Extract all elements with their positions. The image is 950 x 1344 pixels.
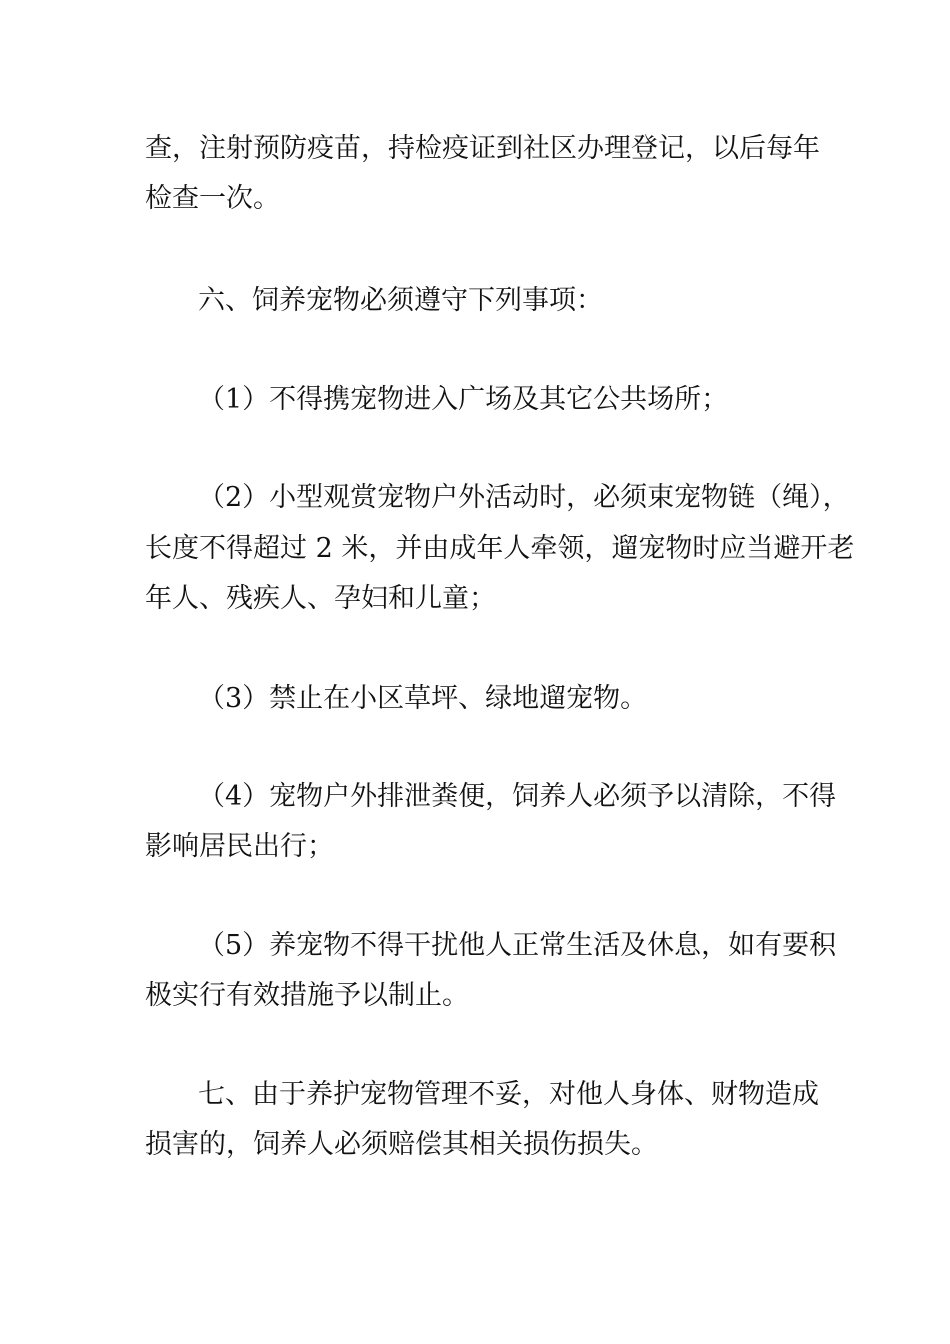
list-item: （1）不得携宠物进入广场及其它公共场所； (198, 384, 729, 415)
text-line: 极实行有效措施予以制止。 (145, 980, 469, 1011)
text-line: 检查一次。 (145, 183, 280, 214)
text-line: 年人、残疾人、孕妇和儿童； (145, 583, 496, 614)
list-item: （4）宠物户外排泄粪便，饲养人必须予以清除，不得 (198, 781, 837, 812)
section-heading: 六、饲养宠物必须遵守下列事项： (198, 285, 603, 316)
text-line: 损害的，饲养人必须赔偿其相关损伤损失。 (145, 1129, 658, 1160)
list-item: （2）小型观赏宠物户外活动时，必须束宠物链（绳）， (198, 482, 850, 513)
text-line: 长度不得超过 2 米，并由成年人牵领，遛宠物时应当避开老 (145, 533, 855, 564)
list-item: （3）禁止在小区草坪、绿地遛宠物。 (198, 683, 648, 714)
text-line: 查，注射预防疫苗，持检疫证到社区办理登记，以后每年 (145, 133, 820, 164)
text-line: 影响居民出行； (145, 831, 334, 862)
section-heading: 七、由于养护宠物管理不妥，对他人身体、财物造成 (198, 1079, 819, 1110)
list-item: （5）养宠物不得干扰他人正常生活及休息，如有要积 (198, 930, 837, 961)
